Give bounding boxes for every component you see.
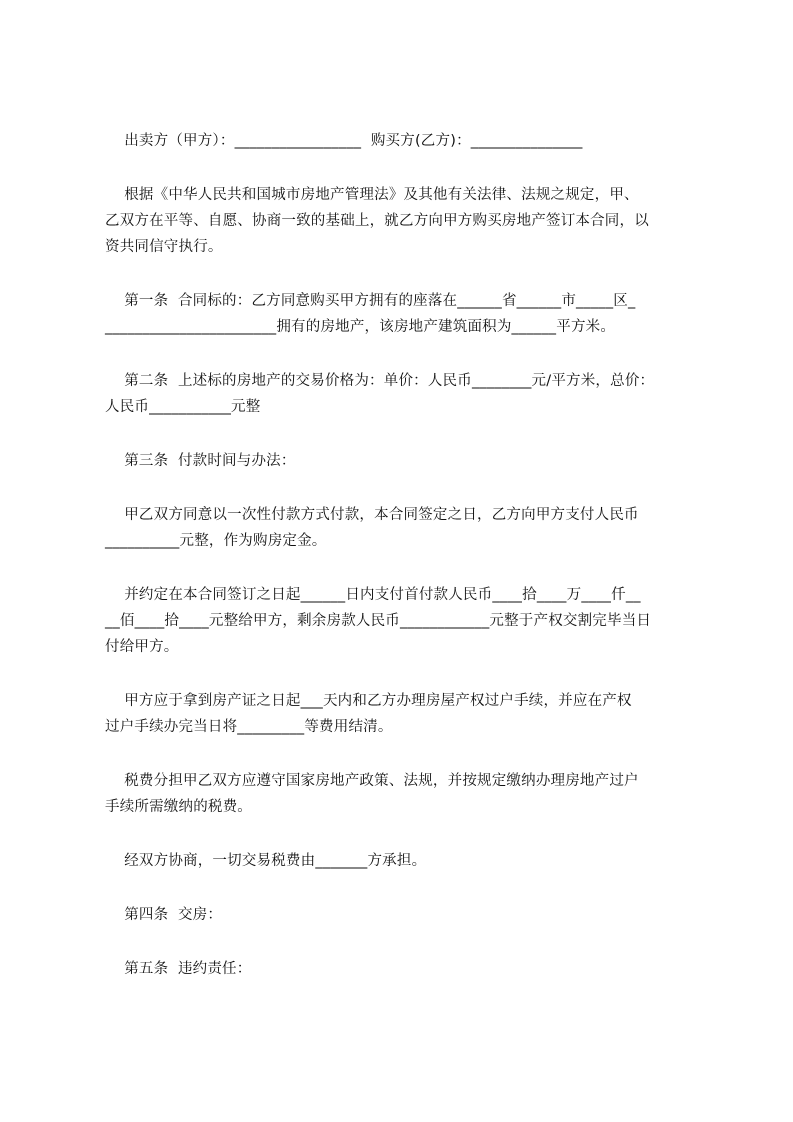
article2-line-1: 第二条 上述标的房地产的交易价格为：单价：人民币________元/平方米，总价：: [105, 373, 655, 389]
payment-para1-line-1: 甲乙双方同意以一次性付款方式付款，本合同签定之日，乙方向甲方支付人民币: [105, 507, 639, 523]
tax-para-line-2: 手续所需缴纳的税费。: [105, 799, 252, 815]
payment-para2-line-2: __佰____拾____元整给甲方，剩余房款人民币____________元整于产权交割完毕当日: [105, 613, 652, 629]
preamble-line-1: 根据《中华人民共和国城市房地产管理法》及其他有关法律、法规之规定，甲、: [105, 187, 639, 203]
article3-heading: 第三条 付款时间与办法：: [105, 453, 296, 469]
payment-para3-line-2: 过户手续办完当日将_________等费用结清。: [105, 719, 393, 735]
article1-line-1: 第一条 合同标的：乙方同意购买甲方拥有的座落在______省______市_____区_: [105, 293, 636, 309]
article2-line-2: 人民币___________元整: [105, 399, 261, 415]
article1-line-2: _______________________拥有的房地产，该房地产建筑面积为______平方米。: [105, 319, 616, 335]
preamble-line-3: 资共同信守执行。: [105, 239, 223, 255]
preamble-line-2: 乙双方在平等、自愿、协商一致的基础上，就乙方向甲方购买房地产签订本合同，以: [105, 213, 649, 229]
payment-para2-line-1: 并约定在本合同签订之日起______日内支付首付款人民币____拾____万____仟__: [105, 587, 641, 603]
parties-line: 出卖方（甲方）：_________________ 购买方(乙方)：_______________: [105, 133, 583, 149]
tax-para-line-1: 税费分担甲乙双方应遵守国家房地产政策、法规，并按规定缴纳办理房地产过户: [105, 773, 639, 789]
payment-para3-line-1: 甲方应于拿到房产证之日起___天内和乙方办理房屋产权过户手续，并应在产权: [105, 693, 632, 709]
payment-para1-line-2: __________元整，作为购房定金。: [105, 533, 327, 549]
payment-para2-line-3: 付给甲方。: [105, 639, 179, 655]
article5-heading: 第五条 违约责任：: [105, 961, 252, 977]
article4-heading: 第四条 交房：: [105, 907, 223, 923]
agreement-line: 经双方协商，一切交易税费由_______方承担。: [105, 853, 427, 869]
